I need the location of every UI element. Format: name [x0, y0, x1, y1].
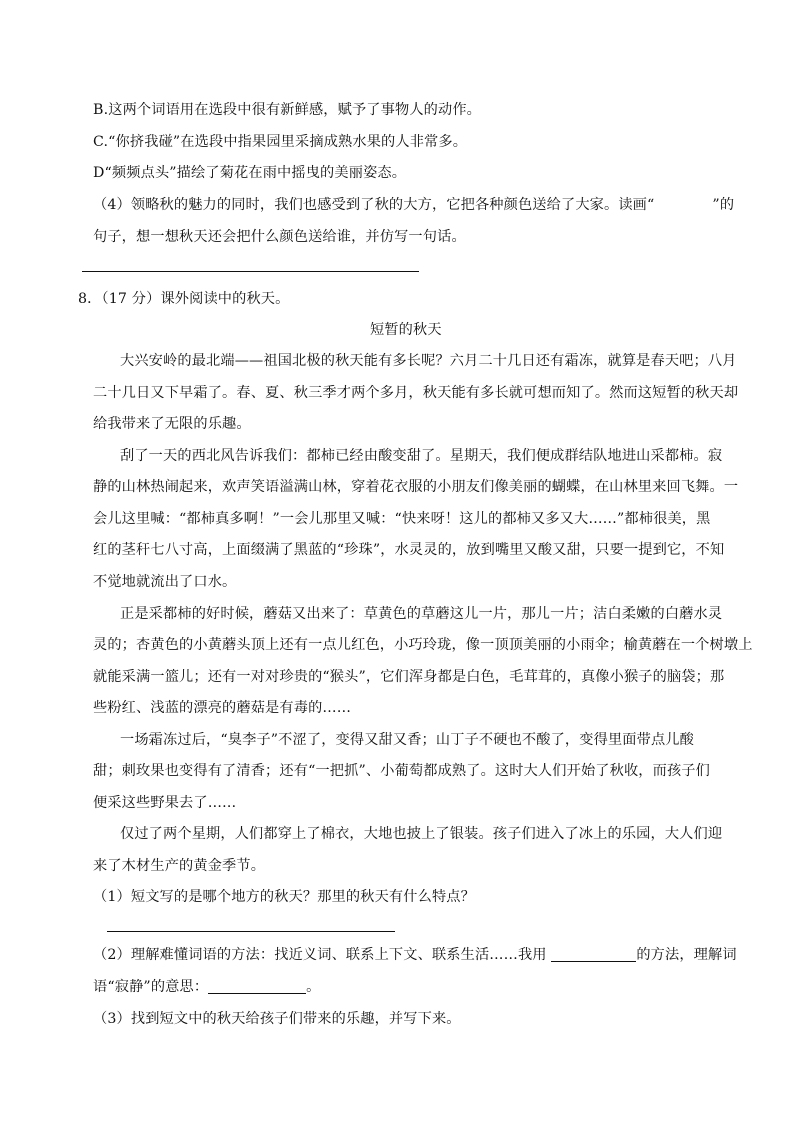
question-8-header: 8．（17 分）课外阅读中的秋天。 — [78, 291, 290, 307]
sub-question-1: （1）短文写的是哪个地方的秋天？那里的秋天有什么特点？ — [93, 889, 475, 905]
sub-question-2-text-b: 的方法，理解词 — [636, 947, 737, 963]
passage-line: 不觉地就流出了口水。 — [93, 574, 237, 590]
q7-part4-text-end: ”的 — [712, 197, 735, 213]
passage-line: 些粉红、浅蓝的漂亮的蘑菇是有毒的…… — [93, 700, 352, 716]
passage-line: 二十几日又下早霜了。春、夏、秋三季才两个多月，秋天能有多长就可想而知了。然而这短暂的秋天却 — [93, 385, 739, 401]
passage-line: 给我带来了无限的乐趣。 — [93, 416, 251, 432]
option-d: D“频频点头”描绘了菊花在雨中摇曳的美丽姿态。 — [93, 165, 407, 181]
sub-question-2-line2 — [93, 977, 321, 997]
passage-line: 就能采满一篮儿；还有一对对珍贵的“猴头”，它们浑身都是白色，毛茸茸的，真像小猴子的脑袋；那 — [93, 669, 725, 685]
passage-title: 短暂的秋天 — [370, 322, 442, 338]
passage-line: 便采这些野果去了…… — [93, 795, 237, 811]
passage-line: 会儿这里喊：“都柿真多啊！”一会儿那里又喊：“快来呀！这儿的都柿又多又大……”都柿很美，黑 — [93, 511, 711, 527]
passage-line: 一场霜冻过后，“臭李子”不涩了，变得又甜又香；山丁子不硬也不酸了，变得里面带点儿酸 — [120, 732, 694, 748]
sub-question-2-line1 — [93, 945, 737, 965]
passage-line: 灵的；杏黄色的小黄蘑头顶上还有一点儿红色，小巧玲珑，像一顶顶美丽的小雨伞；榆黄蘑在一个树墩上 — [93, 637, 753, 653]
passage-line: 红的茎秆七八寸高，上面缀满了黑蓝的“珍珠”，水灵灵的，放到嘴里又酸又甜，只要一提到它，不知 — [93, 542, 725, 558]
passage-line: 甜；刺玫果也变得有了清香；还有“一把抓”、小葡萄都成熟了。这时大人们开始了秋收，而孩子们 — [93, 763, 710, 779]
answer-line[interactable] — [82, 271, 419, 272]
sub-question-3: （3）找到短文中的秋天给孩子们带来的乐趣，并写下来。 — [93, 1011, 461, 1027]
fill-blank-method[interactable] — [551, 947, 636, 962]
option-c: C.“你挤我碰”在选段中指果园里采摘成熟水果的人非常多。 — [93, 134, 468, 150]
passage-line: 刮了一天的西北风告诉我们：都柿已经由酸变甜了。星期天，我们便成群结队地进山采都柿。寂 — [120, 448, 723, 464]
sub-question-2-text-d: 。 — [306, 979, 321, 995]
sub-question-2-text-c: 语“寂静”的意思： — [93, 979, 209, 995]
passage-line: 仅过了两个星期，人们都穿上了棉衣，大地也披上了银装。孩子们进入了冰上的乐园，大人们迎 — [120, 826, 723, 842]
option-b: B.这两个词语用在选段中很有新鲜感，赋予了事物人的动作。 — [93, 102, 482, 118]
passage-line: 静的山林热闹起来，欢声笑语溢满山林，穿着花衣服的小朋友们像美丽的蝴蝶，在山林里来回飞舞。一 — [93, 479, 739, 495]
passage-line: 大兴安岭的最北端——祖国北极的秋天能有多长呢？六月二十几日还有霜冻，就算是春天吧；八月 — [120, 353, 737, 369]
q7-part4-line2: 句子，想一想秋天还会把什么颜色送给谁，并仿写一句话。 — [93, 229, 466, 245]
q7-part4-line1 — [93, 195, 734, 215]
sub-question-2-text: （2）理解难懂词语的方法：找近义词、联系上下文、联系生活……我用 — [93, 947, 552, 963]
passage-line: 来了木材生产的黄金季节。 — [93, 858, 266, 874]
passage-line: 正是采都柿的好时候，蘑菇又出来了：草黄色的草蘑这儿一片，那儿一片；洁白柔嫩的白蘑水灵 — [120, 606, 723, 622]
answer-line[interactable] — [107, 931, 395, 932]
fill-blank-meaning[interactable] — [208, 979, 306, 994]
q7-part4-text: （4）领略秋的魅力的同时，我们也感受到了秋的大方，它把各种颜色送给了大家。读画“ — [93, 197, 655, 213]
